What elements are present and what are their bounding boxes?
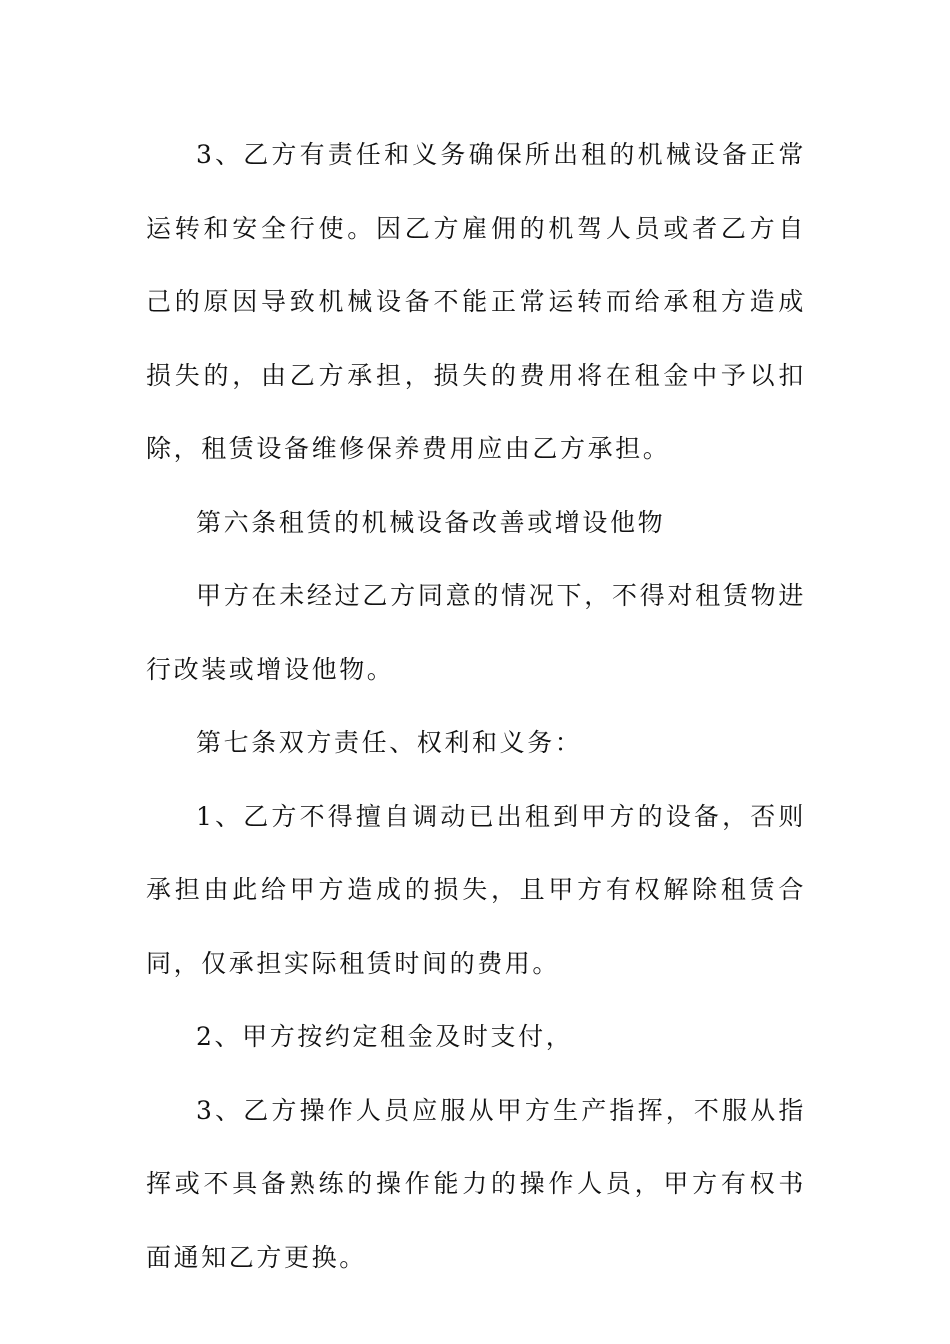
document-body [146,118,806,1294]
article-seven-heading: 第七条双方责任、权利和义务： [196,728,583,757]
paragraph-clause-2: 2、甲方按约定租金及时支付， [196,1022,574,1051]
paragraph-equipment-operation-clause: 3、乙方有责任和义务确保所出租的机械设备正常运转和安全行使。因乙方雇佣的机驾人员或者乙方自己的原因导致机械设备不能正常运转而给承租方造成损失的，由乙方承担，损失的费用将在租金中予以扣除，租赁设备维修保养费用应由乙方承担。 [146,140,806,463]
paragraph-clause-3: 3、乙方操作人员应服从甲方生产指挥，不服从指挥或不具备熟练的操作能力的操作人员，甲方有权书面通知乙方更换。 [146,1095,806,1272]
paragraph-clause-1: 1、乙方不得擅自调动已出租到甲方的设备，否则承担由此给甲方造成的损失，且甲方有权解除租赁合同，仅承担实际租赁时间的费用。 [146,801,806,978]
paragraph-modification-clause: 甲方在未经过乙方同意的情况下，不得对租赁物进行改装或增设他物。 [146,581,806,684]
article-six-heading: 第六条租赁的机械设备改善或增设他物 [196,507,666,537]
